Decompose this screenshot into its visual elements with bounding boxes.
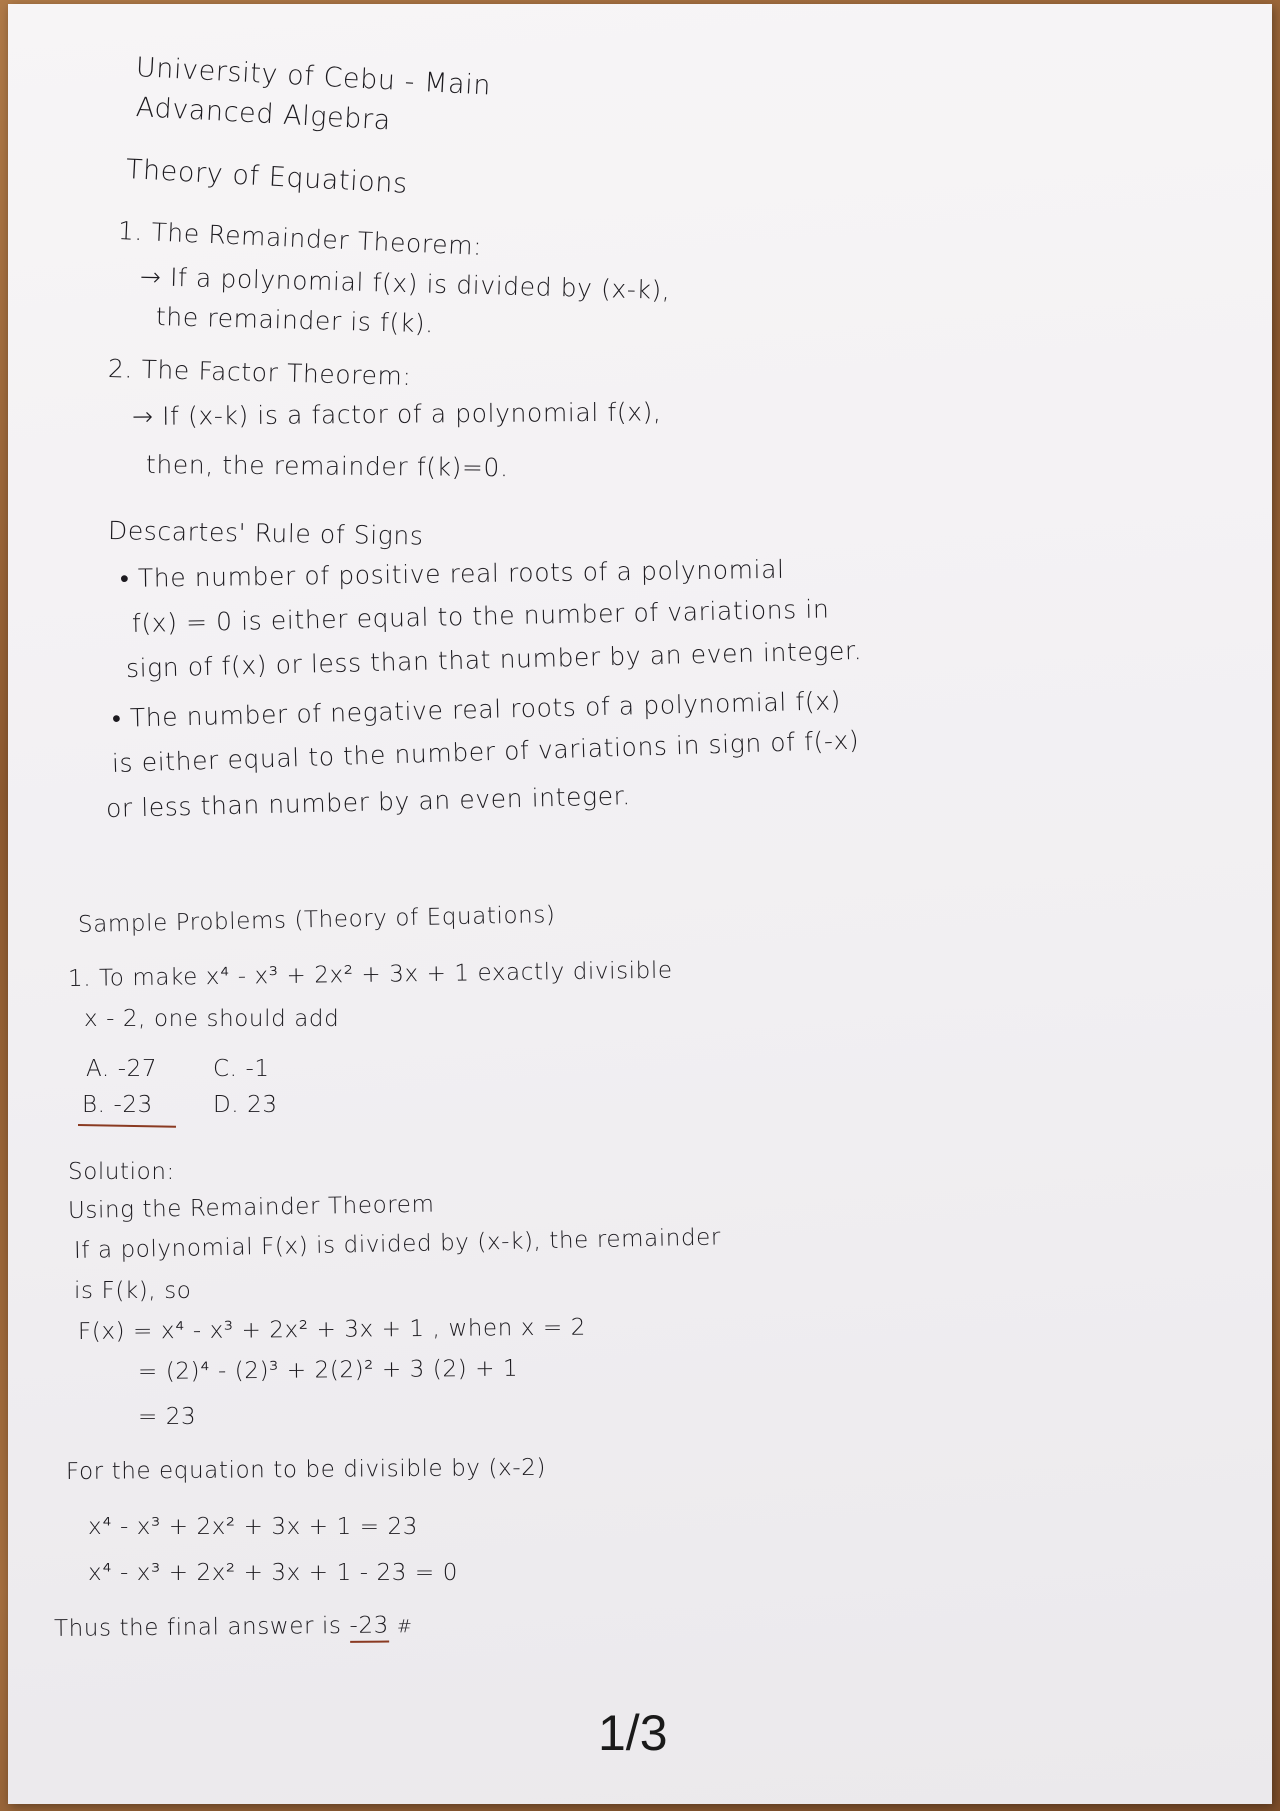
solution-line-1: Using the Remainder Theorem (67, 1191, 435, 1224)
solution-line-4: F(x) = x⁴ - x³ + 2x² + 3x + 1 , when x = 2 (77, 1314, 587, 1345)
solution-line-8: x⁴ - x³ + 2x² + 3x + 1 = 23 (88, 1514, 418, 1540)
factor-theorem-title: 2. The Factor Theorem: (107, 354, 412, 391)
topic-title: Theory of Equations (125, 154, 409, 200)
solution-line-9: x⁴ - x³ + 2x² + 3x + 1 - 23 = 0 (88, 1560, 458, 1586)
solution-line-5: = (2)⁴ - (2)³ + 2(2)² + 3 (2) + 1 (137, 1355, 519, 1385)
descartes-title: Descartes' Rule of Signs (107, 516, 424, 551)
choice-c: C. -1 (213, 1056, 270, 1082)
solution-title: Solution: (68, 1159, 175, 1185)
choice-a: A. -27 (86, 1056, 158, 1082)
final-answer-mark: # (396, 1616, 413, 1638)
solution-line-7: For the equation to be divisible by (x-2) (65, 1454, 547, 1485)
choice-b-underline-mark (78, 1124, 176, 1128)
factor-theorem-line-2: then, the remainder f(k)=0. (145, 450, 509, 483)
solution-line-6: = 23 (138, 1404, 197, 1430)
final-answer-prefix: Thus the final answer is (53, 1612, 342, 1642)
descartes-bullet-2-line-2: is either equal to the number of variations in sign of f(-x) (111, 725, 860, 778)
descartes-bullet-2-line-1: • The number of negative real roots of a polynomial f(x) (111, 686, 842, 733)
final-answer-value: -23 (349, 1612, 389, 1642)
course-name: Advanced Algebra (135, 92, 392, 137)
sample-problems-title: Sample Problems (Theory of Equations) (77, 902, 556, 938)
solution-line-2: If a polynomial F(x) is divided by (x-k), the remainder (73, 1224, 722, 1264)
factor-theorem-line-1: → If (x-k) is a factor of a polynomial f(x), (131, 397, 662, 431)
page-number: 1/3 (598, 1705, 668, 1761)
remainder-theorem-title: 1. The Remainder Theorem: (117, 216, 483, 261)
descartes-bullet-1-line-1: • The number of positive real roots of a polynomial (119, 554, 785, 593)
problem-1-line-2: x - 2, one should add (84, 1006, 340, 1032)
notebook-page (8, 4, 1272, 1804)
final-answer-line (54, 1612, 413, 1642)
solution-line-3: is F(k), so (74, 1278, 192, 1304)
choice-d: D. 23 (213, 1092, 278, 1118)
descartes-bullet-1-line-3: sign of f(x) or less than that number by an even integer. (125, 636, 863, 683)
school-name: University of Cebu - Main (135, 52, 492, 102)
choice-b: B. -23 (82, 1092, 153, 1118)
remainder-theorem-line-2: the remainder is f(k). (155, 302, 435, 339)
descartes-bullet-1-line-2: f(x) = 0 is either equal to the number of variations in (131, 594, 830, 638)
problem-1-line-1: 1. To make x⁴ - x³ + 2x² + 3x + 1 exactly divisible (67, 957, 673, 992)
descartes-bullet-2-line-3: or less than number by an even integer. (105, 781, 632, 823)
remainder-theorem-line-1: → If a polynomial f(x) is divided by (x-k), (139, 262, 671, 305)
